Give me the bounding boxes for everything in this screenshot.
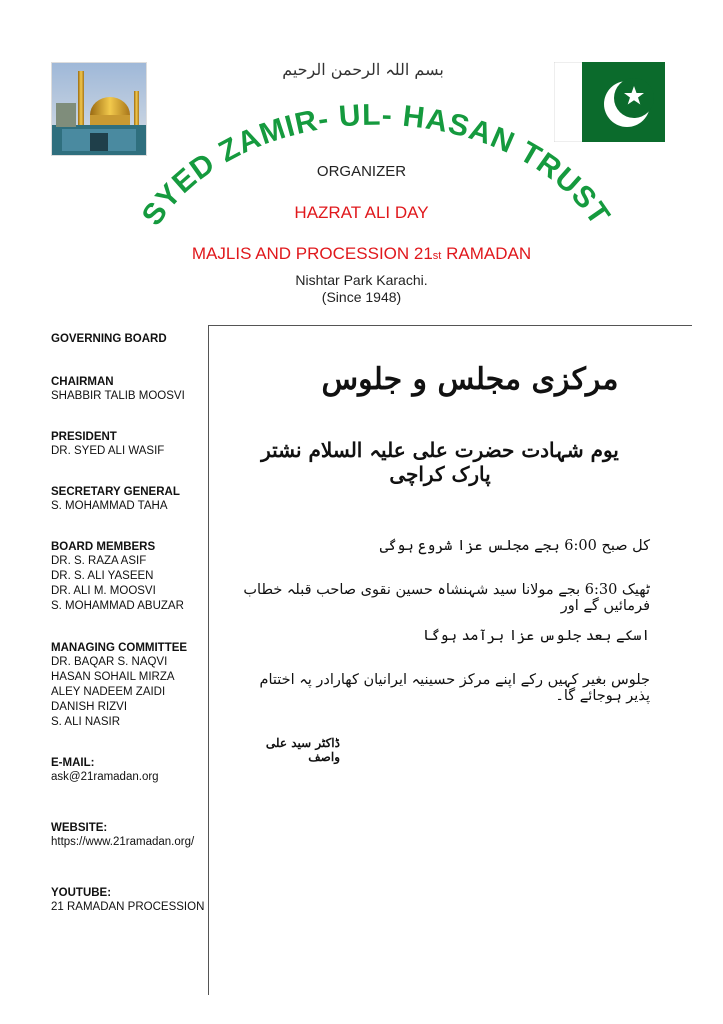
email-link[interactable]: ask@21ramadan.org [51, 771, 159, 783]
website-link[interactable]: https://www.21ramadan.org/ [51, 836, 195, 848]
email-section [51, 756, 207, 785]
chairman-section [51, 375, 207, 404]
urdu-line: ٹھیک 6:30 بجے مولانا سید شہنشاہ حسین نقوی صاحب قبلہ خطاب فرمائیں گے اور [243, 582, 650, 614]
horizontal-divider [208, 325, 692, 326]
signature: ڈاکٹر سید علی واصف [265, 736, 340, 764]
website-section [51, 821, 207, 850]
section-line: S. ALI NASIR [51, 716, 121, 728]
section-line: DR. BAQAR S. NAQVI [51, 656, 168, 668]
section-line: DANISH RIZVI [51, 701, 128, 713]
section-title: PRESIDENT [51, 431, 117, 443]
section-line: HASAN SOHAIL MIRZA [51, 671, 175, 683]
organizer-label: ORGANIZER [316, 163, 407, 180]
section-title: E-MAIL: [51, 757, 95, 769]
section-line: DR. SYED ALI WASIF [51, 445, 165, 457]
section-line: ALEY NADEEM ZAIDI [51, 686, 166, 698]
urdu-title: مرکزی مجلس و جلوس [321, 362, 619, 397]
trust-name: SYED ZAMIR- UL- HASAN TRUST [135, 98, 617, 232]
section-line: S. MOHAMMAD ABUZAR [51, 600, 184, 612]
section-line: S. MOHAMMAD TAHA [51, 500, 168, 512]
section-title: CHAIRMAN [51, 376, 114, 388]
event-title: HAZRAT ALI DAY [294, 203, 429, 222]
section-line: DR. S. ALI YASEEN [51, 570, 154, 582]
managing-committee-section [51, 641, 207, 730]
president-section [51, 430, 207, 459]
section-line: DR. S. RAZA ASIF [51, 555, 147, 567]
secretary-general-section [51, 485, 207, 514]
venue: Nishtar Park Karachi. [295, 272, 428, 288]
urdu-line: جلوس بغیر کہیں رکے اپنے مرکز حسینیہ ایرانیان کھارادر پہ اختتام پذیر ہوجائے گا۔ [259, 672, 650, 704]
vertical-divider [208, 325, 209, 995]
section-title: SECRETARY GENERAL [51, 486, 180, 498]
governing-board-sidebar [51, 332, 207, 915]
bismillah: بسم اللہ الرحمن الرحیم [282, 60, 444, 79]
section-title: WEBSITE: [51, 822, 108, 834]
youtube-section [51, 886, 207, 915]
since-year: (Since 1948) [321, 289, 402, 305]
urdu-subtitle: یوم شہادت حضرت علی علیہ السلام نشتر پارک کراچی [261, 438, 619, 486]
section-title: MANAGING COMMITTEE [51, 642, 188, 654]
section-line: DR. ALI M. MOOSVI [51, 585, 156, 597]
section-line: SHABBIR TALIB MOOSVI [51, 390, 185, 402]
urdu-line: کل صبح 6:00 بجے مجلس عزا شروع ہوگی [379, 538, 650, 554]
board-members-section [51, 540, 207, 614]
section-title: YOUTUBE: [51, 887, 112, 899]
urdu-line: اسکے بعد جلوس عزا برآمد ہوگا [423, 628, 650, 644]
section-title: BOARD MEMBERS [51, 541, 156, 553]
youtube-link[interactable]: 21 RAMADAN PROCESSION [51, 901, 205, 913]
governing-board-heading: GOVERNING BOARD [51, 333, 167, 345]
majlis-line: MAJLIS AND PROCESSION 21st RAMADAN [191, 244, 532, 263]
